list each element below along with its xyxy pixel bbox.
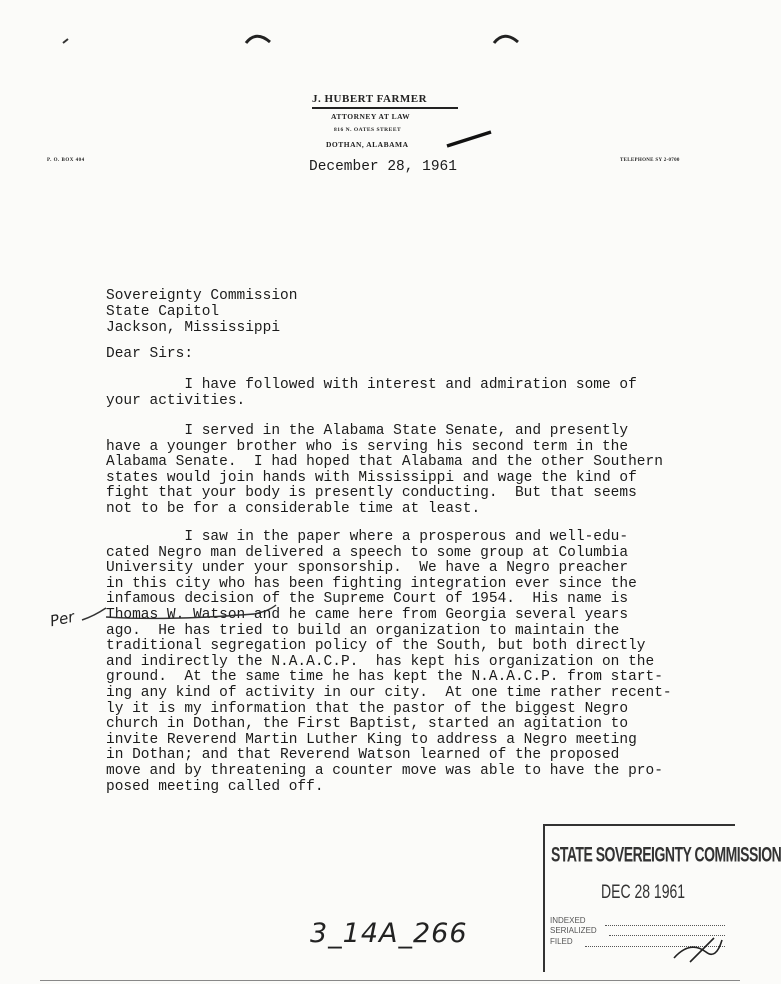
letterhead-city: DOTHAN, ALABAMA [326,140,409,149]
text-line: Thomas W. Watson and he came here from Georgia several years [106,606,629,623]
text-line: ly it is my information that the pastor of the biggest Negro [106,700,629,717]
letterhead-street: 816 N. OATES STREET [334,127,402,133]
text-line: I served in the Alabama State Senate, and presently [106,423,629,439]
paragraph-3 [106,530,706,795]
stamp-initials [670,932,730,968]
text-line: ing any kind of activity in our city. At one time rather recent- [106,684,672,701]
text-line: have a younger brother who is serving his second term in the [106,438,629,455]
stamp-header: STATE SOVEREIGNTY COMMISSION [551,842,781,866]
stamp-line: INDEXED [550,916,586,925]
text-line: church in Dothan, the First Baptist, started an agitation to [106,716,629,733]
letterhead-underline [312,107,458,109]
stamp-line: FILED [550,937,573,946]
letterhead-name: J. HUBERT FARMER [312,93,428,105]
text-line: ago. He has tried to build an organization to maintain the [106,622,620,639]
stamp-rule [605,925,725,926]
text-line: cated Negro man delivered a speech to some group at Columbia [106,544,629,561]
text-line: ground. At the same time he has kept the N.A.A.C.P. from start- [106,669,663,686]
handwritten-underline [104,601,284,621]
letterhead-po-box: P. O. BOX 404 [47,158,85,163]
bottom-rule [40,980,740,981]
scan-dot [62,38,70,44]
ink-stroke [445,128,495,150]
scan-mark-left [244,32,274,46]
text-line: your activities. [106,392,246,409]
text-line: Alabama Senate. I had hoped that Alabama and the other Southern [106,454,663,471]
letter-date: December 28, 1961 [309,159,457,175]
paragraph-2 [106,424,706,518]
text-line: and indirectly the N.A.A.C.P. has kept his organization on the [106,653,655,670]
paragraph-1 [106,378,706,409]
text-line: not to be for a considerable time at least. [106,500,481,517]
text-line: in Dothan; and that Reverend Watson learned of the proposed [106,747,620,764]
receipt-stamp [543,824,781,972]
text-line: in this city who has been fighting integration ever since the [106,575,637,592]
salutation: Dear Sirs: [106,346,194,362]
address-line: Sovereignty Commission [106,288,298,304]
stamp-line: SERIALIZED [550,926,597,935]
text-line: posed meeting called off. [106,778,324,795]
letterhead-title: ATTORNEY AT LAW [331,112,411,121]
margin-note: Per [48,607,77,631]
text-line: fight that your body is presently conducting. But that seems [106,485,637,502]
stamp-date: DEC 28 1961 [601,880,686,903]
text-line: states would join hands with Mississippi and wage the kind of [106,469,637,486]
text-line: infamous decision of the Supreme Court of 1954. His name is [106,591,629,608]
text-line: I saw in the paper where a prosperous and well-edu- [106,529,629,545]
text-line: I have followed with interest and admiration some of [106,377,637,393]
text-line: move and by threatening a counter move was able to have the pro- [106,762,663,779]
letterhead-telephone: TELEPHONE SY 2-0700 [620,158,680,163]
text-line: traditional segregation policy of the South, but both directly [106,638,646,655]
text-line: University under your sponsorship. We have a Negro preacher [106,560,629,577]
text-line: invite Reverend Martin Luther King to address a Negro meeting [106,731,637,748]
address-line: Jackson, Mississippi [106,320,281,336]
address-line: State Capitol [106,304,220,320]
file-number: 3_14A_266 [310,918,468,949]
margin-note-stroke [80,606,110,626]
scan-mark-right [492,32,522,46]
